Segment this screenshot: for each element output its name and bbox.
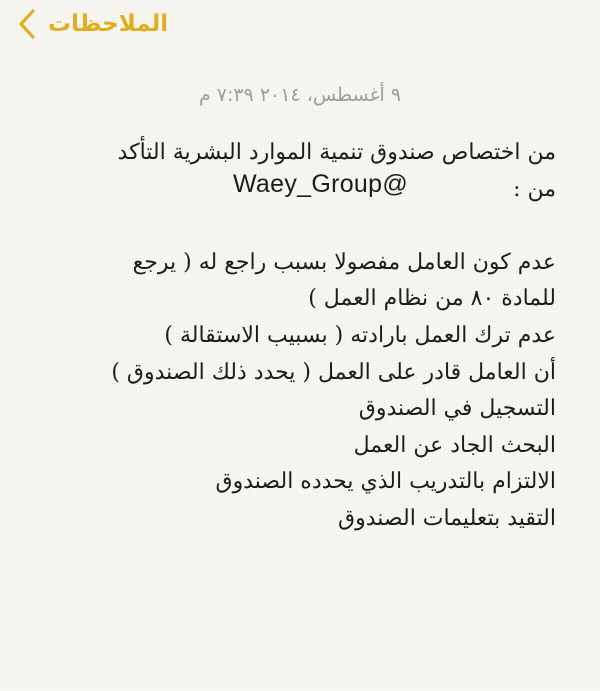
note-line: عدم ترك العمل بارادته ( بسبيب الاستقالة ) [164, 322, 556, 348]
note-line: التسجيل في الصندوق [358, 396, 556, 422]
note-line: أن العامل قادر على العمل ( يحدد ذلك الصندوق ) [111, 359, 556, 385]
chevron-left-icon [18, 9, 36, 39]
note-line: من اختصاص صندوق تنمية الموارد البشرية التأكد [117, 140, 556, 165]
note-line: التقيد بتعليمات الصندوق [338, 505, 556, 531]
note-line: للمادة ٨٠ من نظام العمل ) [308, 286, 556, 312]
note-line: عدم كون العامل مفصولا بسبب راجع له ( يرجع [132, 249, 556, 275]
note-blank-line [36, 208, 556, 245]
note-line: البحث الجاد عن العمل [353, 432, 556, 458]
note-timestamp: ٩ أغسطس، ٢٠١٤ ٧:٣٩ م [198, 84, 402, 106]
note-body[interactable] [36, 135, 556, 538]
note-source-label: من : [513, 176, 556, 202]
note-source-handle: Waey_Group@ [232, 169, 408, 198]
note-line: الالتزام بالتدريب الذي يحدده الصندوق [215, 469, 556, 495]
navigation-bar [0, 0, 600, 50]
back-button-label: الملاحظات [48, 11, 169, 37]
back-button[interactable] [18, 5, 168, 43]
note-source-row [36, 169, 556, 209]
